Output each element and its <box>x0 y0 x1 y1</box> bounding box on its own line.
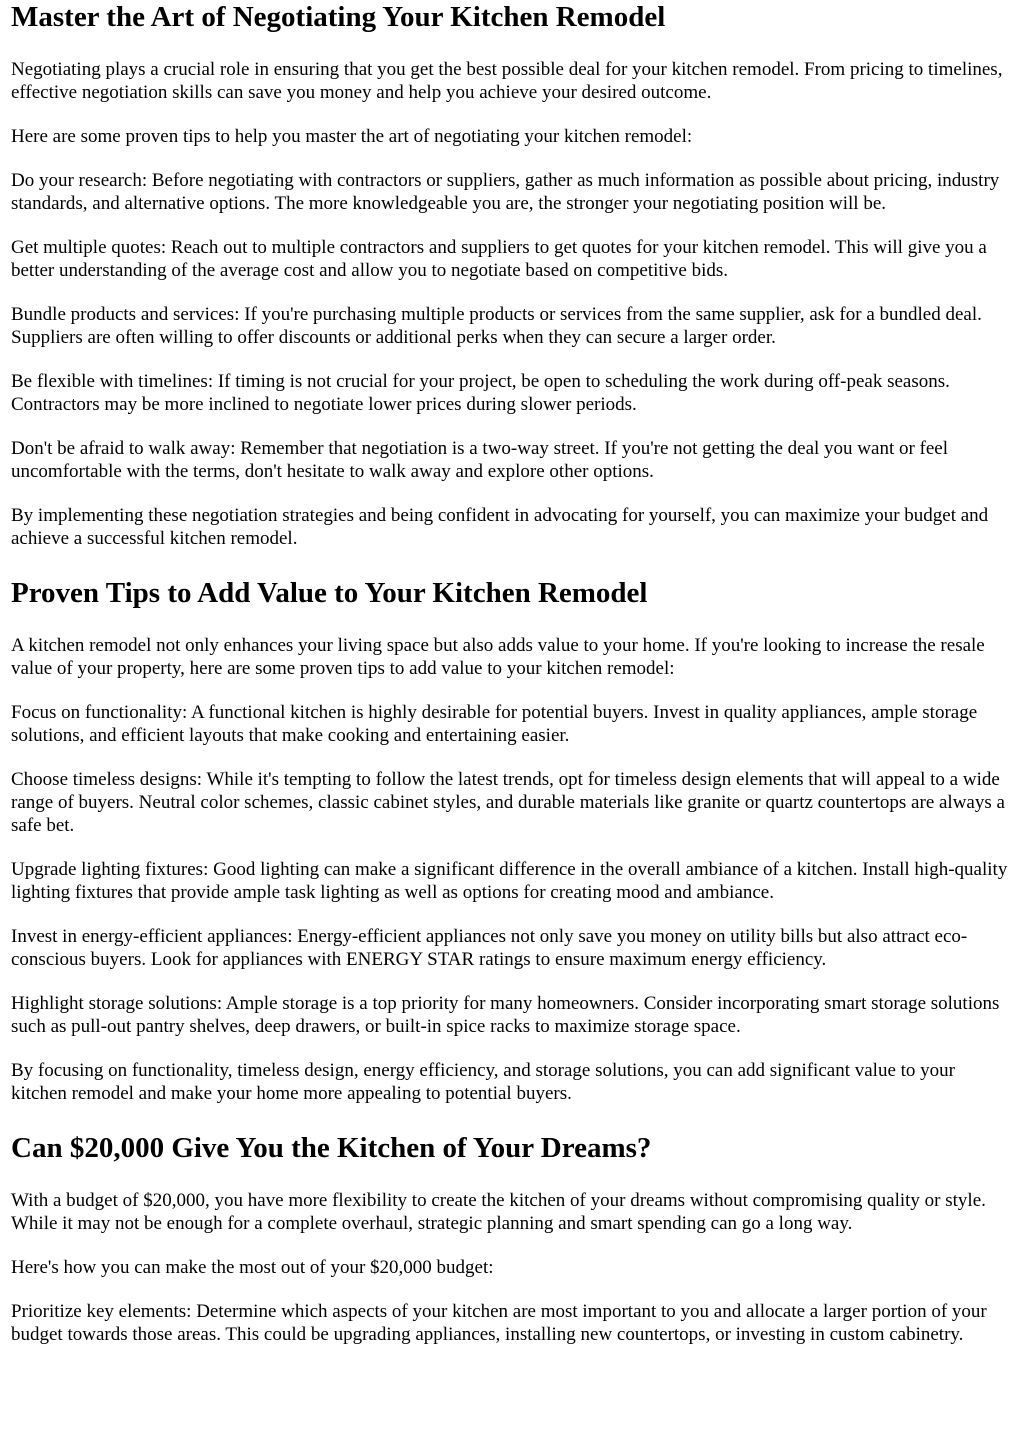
paragraph: Do your research: Before negotiating with contractors or suppliers, gather as much information as possible about pricing, industry standards, and alternative options. The more knowledgeable you are, the stronger your negotiating position will be. <box>11 170 1000 214</box>
paragraph: Here's how you can make the most out of your $20,000 budget: <box>11 1257 494 1278</box>
paragraph: Bundle products and services: If you're purchasing multiple products or services from the same supplier, ask for a bundled deal. Suppliers are often willing to offer discounts or additional perks when they can secure a larger order. <box>11 304 982 348</box>
paragraph: Get multiple quotes: Reach out to multiple contractors and suppliers to get quotes for your kitchen remodel. This will give you a better understanding of the average cost and allow you to negotiate based on competitive bids. <box>11 237 987 281</box>
paragraph: By implementing these negotiation strategies and being confident in advocating for yourself, you can maximize your budget and achieve a successful kitchen remodel. <box>11 505 989 549</box>
paragraph: Prioritize key elements: Determine which aspects of your kitchen are most important to you and allocate a larger portion of your budget towards those areas. This could be upgrading appliances, installing new countertops, or investing in custom cabinetry. <box>11 1301 987 1345</box>
paragraph: Focus on functionality: A functional kitchen is highly desirable for potential buyers. Invest in quality appliances, ample storage solutions, and efficient layouts that make cooking and entertaining easier. <box>11 702 978 746</box>
paragraph: Highlight storage solutions: Ample storage is a top priority for many homeowners. Consider incorporating smart storage solutions such as pull-out pantry shelves, deep drawers, or built-in spice racks to maximize storage space. <box>11 993 1000 1037</box>
paragraph: By focusing on functionality, timeless design, energy efficiency, and storage solutions, you can add significant value to your kitchen remodel and make your home more appealing to potential buyers. <box>11 1060 955 1104</box>
paragraph: Upgrade lighting fixtures: Good lighting can make a significant difference in the overall ambiance of a kitchen. Install high-quality lighting fixtures that provide ample task lighting as well as options for creating mood and ambiance. <box>11 859 1008 903</box>
section-heading-add-value: Proven Tips to Add Value to Your Kitchen Remodel <box>11 577 648 609</box>
section-heading-negotiating: Master the Art of Negotiating Your Kitchen Remodel <box>11 1 666 33</box>
paragraph: Choose timeless designs: While it's tempting to follow the latest trends, opt for timeless design elements that will appeal to a wide range of buyers. Neutral color schemes, classic cabinet styles, and durable materials like granite or quartz countertops are always a safe bet. <box>11 769 1005 836</box>
paragraph: Negotiating plays a crucial role in ensuring that you get the best possible deal for your kitchen remodel. From pricing to timelines, effective negotiation skills can save you money and help you achieve your desired outcome. <box>11 59 1003 103</box>
paragraph: Be flexible with timelines: If timing is not crucial for your project, be open to scheduling the work during off-peak seasons. Contractors may be more inclined to negotiate lower prices during slower periods. <box>11 371 950 415</box>
paragraph: Invest in energy-efficient appliances: Energy-efficient appliances not only save you money on utility bills but also attract eco-conscious buyers. Look for appliances with ENERGY STAR ratings to ensure maximum energy efficiency. <box>11 926 968 970</box>
section-heading-budget: Can $20,000 Give You the Kitchen of Your Dreams? <box>11 1132 652 1164</box>
paragraph: A kitchen remodel not only enhances your living space but also adds value to your home. If you're looking to increase the resale value of your property, here are some proven tips to add value to your kitchen remodel: <box>11 635 985 679</box>
paragraph: With a budget of $20,000, you have more flexibility to create the kitchen of your dreams without compromising quality or style. While it may not be enough for a complete overhaul, strategic planning and smart spending can go a long way. <box>11 1190 986 1234</box>
paragraph: Here are some proven tips to help you master the art of negotiating your kitchen remodel: <box>11 126 693 147</box>
paragraph: Don't be afraid to walk away: Remember that negotiation is a two-way street. If you're not getting the deal you want or feel uncomfortable with the terms, don't hesitate to walk away and explore other options. <box>11 438 949 482</box>
